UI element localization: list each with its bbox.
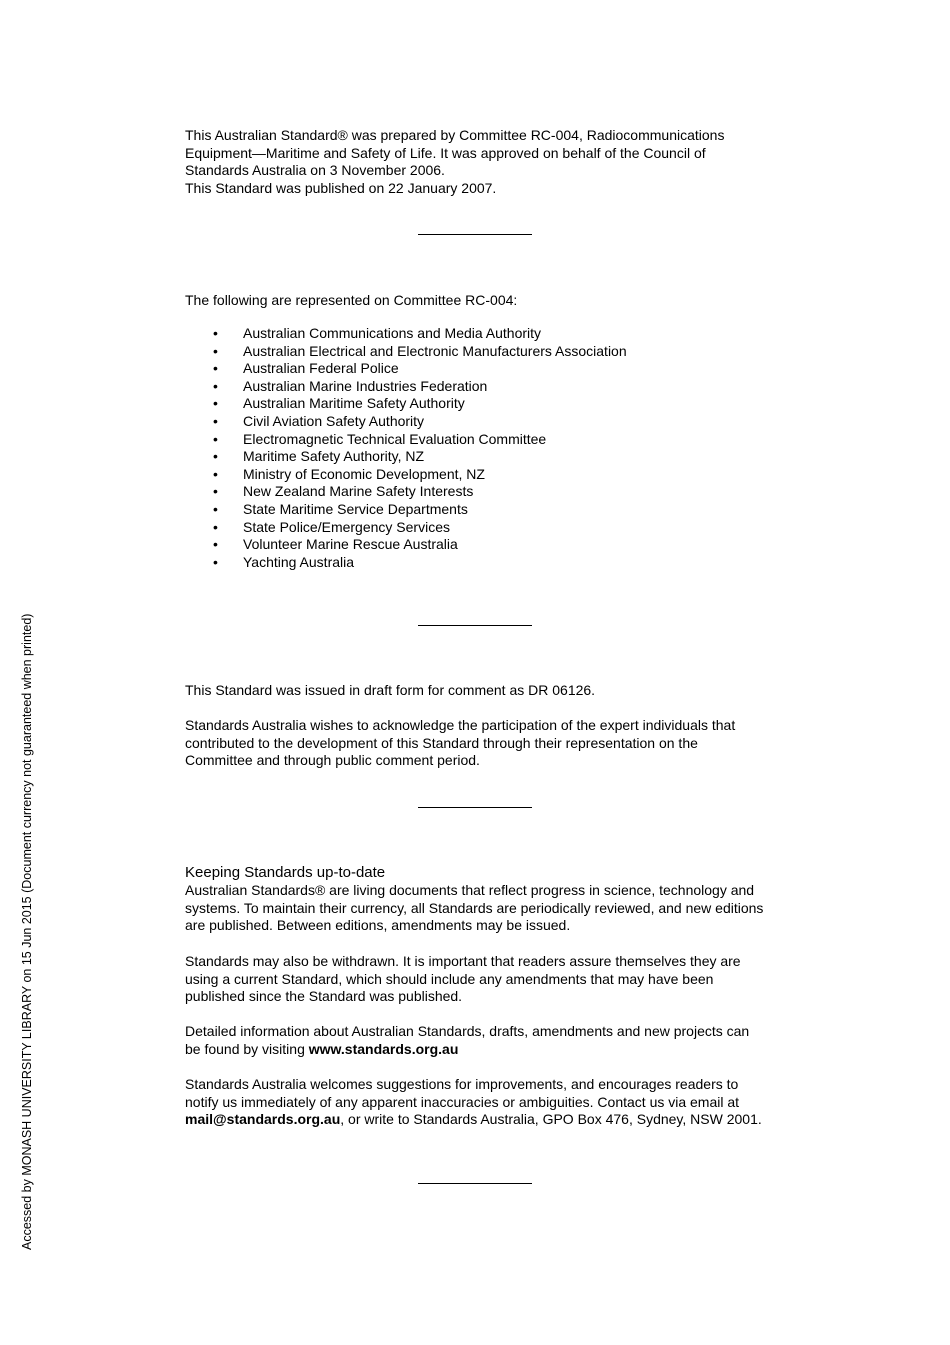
information-paragraph <box>185 1023 775 1058</box>
bullet-icon: • <box>213 430 218 447</box>
information-section <box>185 1023 775 1058</box>
member-name: Australian Marine Industries Federation <box>243 377 488 394</box>
list-item <box>185 554 775 572</box>
bullet-icon: • <box>213 395 218 412</box>
bullet-icon: • <box>213 448 218 465</box>
section-divider-1 <box>418 234 532 235</box>
list-item <box>185 325 775 343</box>
draft-issued-paragraph: This Standard was issued in draft form for comment as DR 06126. <box>185 682 596 698</box>
member-name: Yachting Australia <box>243 553 355 570</box>
list-item <box>185 360 775 378</box>
withdrawn-paragraph: Standards may also be withdrawn. It is important that readers assure themselves they are using a current Standard, which should include any amendments that may have been published since the Standard was published. <box>185 953 741 1005</box>
website-link[interactable]: www.standards.org.au <box>308 1040 459 1057</box>
list-item <box>185 483 775 501</box>
list-item <box>185 466 775 484</box>
bullet-icon: • <box>213 500 218 517</box>
bullet-icon: • <box>213 483 218 500</box>
contact-section <box>185 1076 775 1129</box>
list-item <box>185 431 775 449</box>
keeping-standards-section <box>185 864 775 935</box>
committee-intro: The following are represented on Committee RC-004: <box>185 292 518 308</box>
bullet-icon: • <box>213 342 218 359</box>
bullet-icon: • <box>213 412 218 429</box>
living-documents-paragraph: Australian Standards® are living documents that reflect progress in science, technology and systems. To maintain their currency, all Standards are periodically reviewed, and new editions are published. Between editions, amendments may be issued. <box>185 882 764 934</box>
information-text: Detailed information about Australian Standards, drafts, amendments and new projects can be found by visiting <box>185 1023 750 1057</box>
withdrawn-section <box>185 953 775 1006</box>
member-name: Ministry of Economic Development, NZ <box>243 465 485 482</box>
bullet-icon: • <box>213 518 218 535</box>
postal-address-text: , or write to Standards Australia, GPO Box 476, Sydney, NSW 2001. <box>340 1111 762 1128</box>
list-item <box>185 501 775 519</box>
list-item <box>185 536 775 554</box>
list-item <box>185 395 775 413</box>
member-name: Australian Federal Police <box>243 360 399 377</box>
member-name: State Police/Emergency Services <box>243 518 450 535</box>
member-name: Electromagnetic Technical Evaluation Committee <box>243 430 547 447</box>
member-name: State Maritime Service Departments <box>243 500 468 517</box>
list-item <box>185 519 775 537</box>
list-item <box>185 378 775 396</box>
bullet-icon: • <box>213 377 218 394</box>
member-name: Australian Electrical and Electronic Manufacturers Association <box>243 342 627 359</box>
bullet-icon: • <box>213 536 218 553</box>
acknowledgement-paragraph: Standards Australia wishes to acknowledge the participation of the expert individuals that contributed to the development of this Standard through their representation on the Committee and through public comment period. <box>185 717 736 769</box>
bullet-icon: • <box>213 325 218 341</box>
acknowledgement-section <box>185 717 775 770</box>
email-link[interactable]: mail@standards.org.au <box>185 1111 341 1128</box>
section-divider-2 <box>418 625 532 626</box>
committee-member-list <box>185 325 775 571</box>
member-name: Volunteer Marine Rescue Australia <box>243 536 458 553</box>
bullet-icon: • <box>213 553 218 570</box>
preparation-section <box>185 127 775 197</box>
section-divider-4 <box>418 1183 532 1184</box>
list-item <box>185 413 775 431</box>
preparation-paragraph: This Australian Standard® was prepared by Committee RC-004, Radiocommunications Equipment—Maritime and Safety of Life. It was approved on behalf of the Council of Standards Australia on 3 November 2006. This Standard was published on 22 January 2007. <box>185 127 725 196</box>
access-watermark: Accessed by MONASH UNIVERSITY LIBRARY on 15 Jun 2015 (Document currency not guaranteed when printed) <box>20 613 34 1250</box>
bullet-icon: • <box>213 360 218 377</box>
list-item <box>185 343 775 361</box>
member-name: Australian Maritime Safety Authority <box>243 395 465 412</box>
member-name: Maritime Safety Authority, NZ <box>243 448 425 465</box>
draft-section <box>185 682 775 700</box>
section-divider-3 <box>418 807 532 808</box>
member-name: Civil Aviation Safety Authority <box>243 412 425 429</box>
section-heading: Keeping Standards up-to-date <box>185 864 386 881</box>
bullet-icon: • <box>213 465 218 482</box>
member-name: Australian Communications and Media Authority <box>243 325 542 341</box>
member-name: New Zealand Marine Safety Interests <box>243 483 474 500</box>
list-item <box>185 448 775 466</box>
committee-intro-section <box>185 292 775 310</box>
contact-text: Standards Australia welcomes suggestions for improvements, and encourages readers to notify us immediately of any apparent inaccuracies or ambiguities. Contact us via email at <box>185 1076 740 1110</box>
contact-paragraph <box>185 1076 775 1129</box>
